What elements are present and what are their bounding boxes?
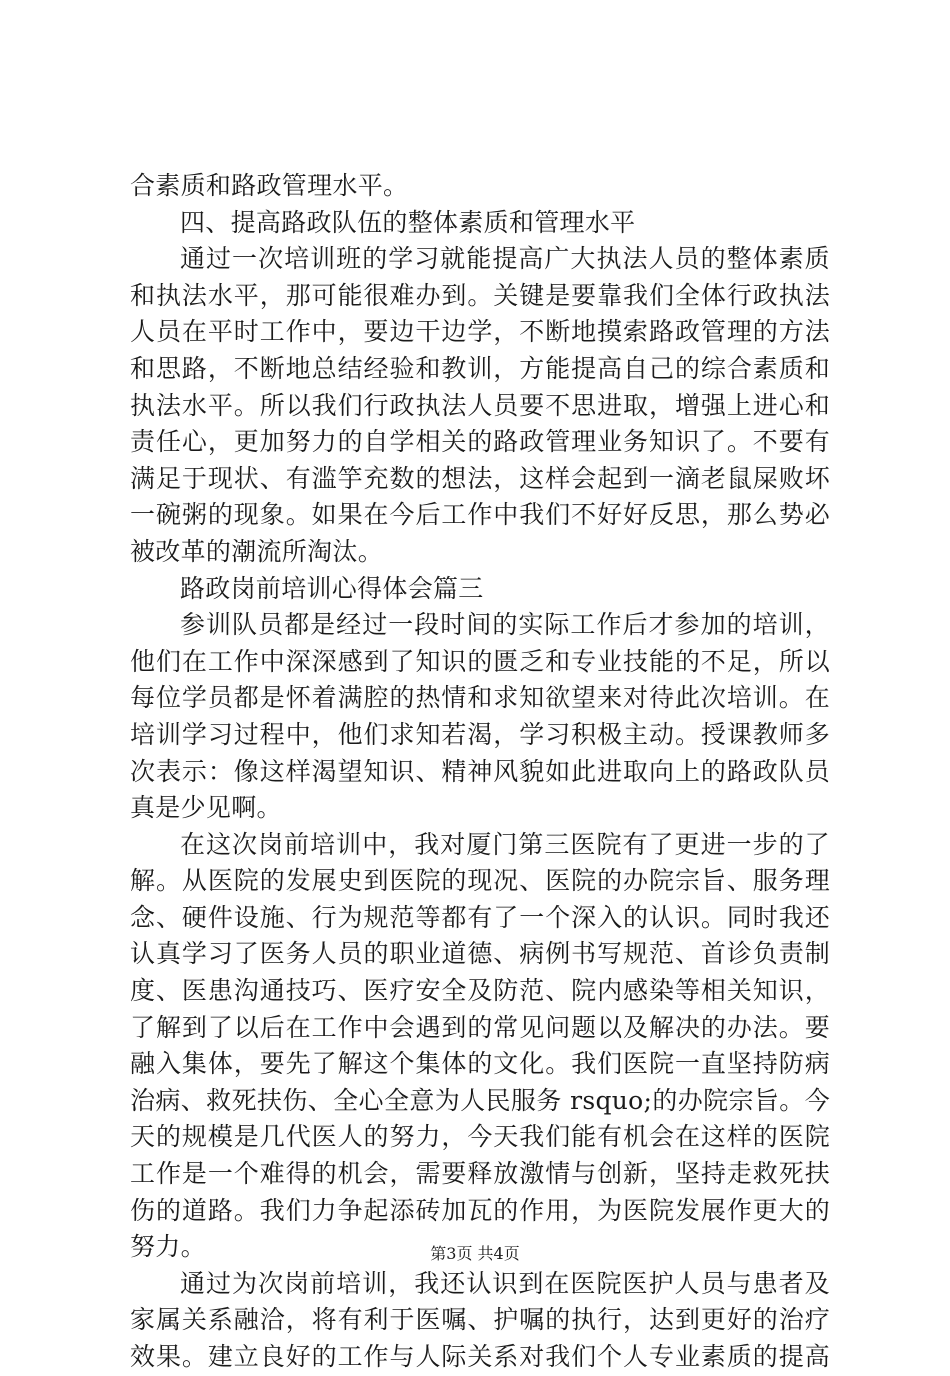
text-line: 被改革的潮流所淘汰。 [130, 536, 384, 566]
text-line: 培训学习过程中，他们求知若渴，学习积极主动。授课教师多 [130, 719, 830, 749]
page-footer [0, 1244, 950, 1264]
text-line: 天的规模是几代医人的努力，今天我们能有机会在这样的医院 [130, 1122, 830, 1152]
text-line: 念、硬件设施、行为规范等都有了一个深入的认识。同时我还 [130, 902, 830, 932]
text-line: 他们在工作中深深感到了知识的匮乏和专业技能的不足，所以 [130, 646, 830, 676]
text-line: 参训队员都是经过一段时间的实际工作后才参加的培训， [180, 610, 830, 640]
text-line: 次表示：像这样渴望知识、精神风貌如此进取向上的路政队员 [130, 756, 830, 786]
text-line: 家属关系融洽，将有利于医嘱、护嘱的执行，达到更好的治疗 [130, 1305, 830, 1335]
text-line: 通过一次培训班的学习就能提高广大执法人员的整体素质 [180, 244, 830, 274]
text-line: 伤的道路。我们力争起添砖加瓦的作用，为医院发展作更大的 [130, 1195, 830, 1225]
text-line: 人员在平时工作中，要边干边学，不断地摸索路政管理的方法 [130, 317, 830, 347]
text-line: 在这次岗前培训中，我对厦门第三医院有了更进一步的了 [180, 829, 830, 859]
text-line: 和思路，不断地总结经验和教训，方能提高自己的综合素质和 [130, 353, 830, 383]
text-line: 努力。 [130, 1232, 206, 1262]
text-line: 治病、救死扶伤、全心全意为人民服务 rsquo;的办院宗旨。今 [130, 1085, 830, 1115]
text-line: 合素质和路政管理水平。 [130, 171, 409, 200]
text-line: 融入集体，要先了解这个集体的文化。我们医院一直坚持防病 [130, 1049, 830, 1079]
text-line: 度、医患沟通技巧、医疗安全及防范、院内感染等相关知识， [130, 976, 830, 1006]
text-line: 一碗粥的现象。如果在今后工作中我们不好好反思，那么势必 [130, 500, 830, 530]
document-body [130, 168, 830, 1376]
text-line: 每位学员都是怀着满腔的热情和求知欲望来对待此次培训。在 [130, 683, 830, 713]
text-line: 路政岗前培训心得体会篇三 [180, 573, 484, 603]
text-line: 四、提高路政队伍的整体素质和管理水平 [180, 207, 636, 237]
text-line: 真是少见啊。 [130, 793, 282, 823]
text-line: 了解到了以后在工作中会遇到的常见问题以及解决的办法。要 [130, 1012, 830, 1042]
text-line: 和执法水平，那可能很难办到。关键是要靠我们全体行政执法 [130, 280, 830, 310]
text-line: 解。从医院的发展史到医院的现况、医院的办院宗旨、服务理 [130, 866, 830, 896]
text-line: 满足于现状、有滥竽充数的想法，这样会起到一滴老鼠屎败坏 [130, 463, 830, 493]
text-line: 效果。建立良好的工作与人际关系对我们个人专业素质的提高 [130, 1342, 830, 1371]
text-line: 责任心，更加努力的自学相关的路政管理业务知识了。不要有 [130, 427, 830, 457]
text-line: 工作是一个难得的机会，需要释放激情与创新，坚持走救死扶 [130, 1159, 830, 1189]
text-line: 通过为次岗前培训，我还认识到在医院医护人员与患者及 [180, 1268, 830, 1298]
text-line: 执法水平。所以我们行政执法人员要不思进取，增强上进心和 [130, 390, 830, 420]
page-number-label: 第3页 共4页 [430, 1244, 520, 1263]
text-line: 认真学习了医务人员的职业道德、病例书写规范、首诊负责制 [130, 939, 830, 969]
